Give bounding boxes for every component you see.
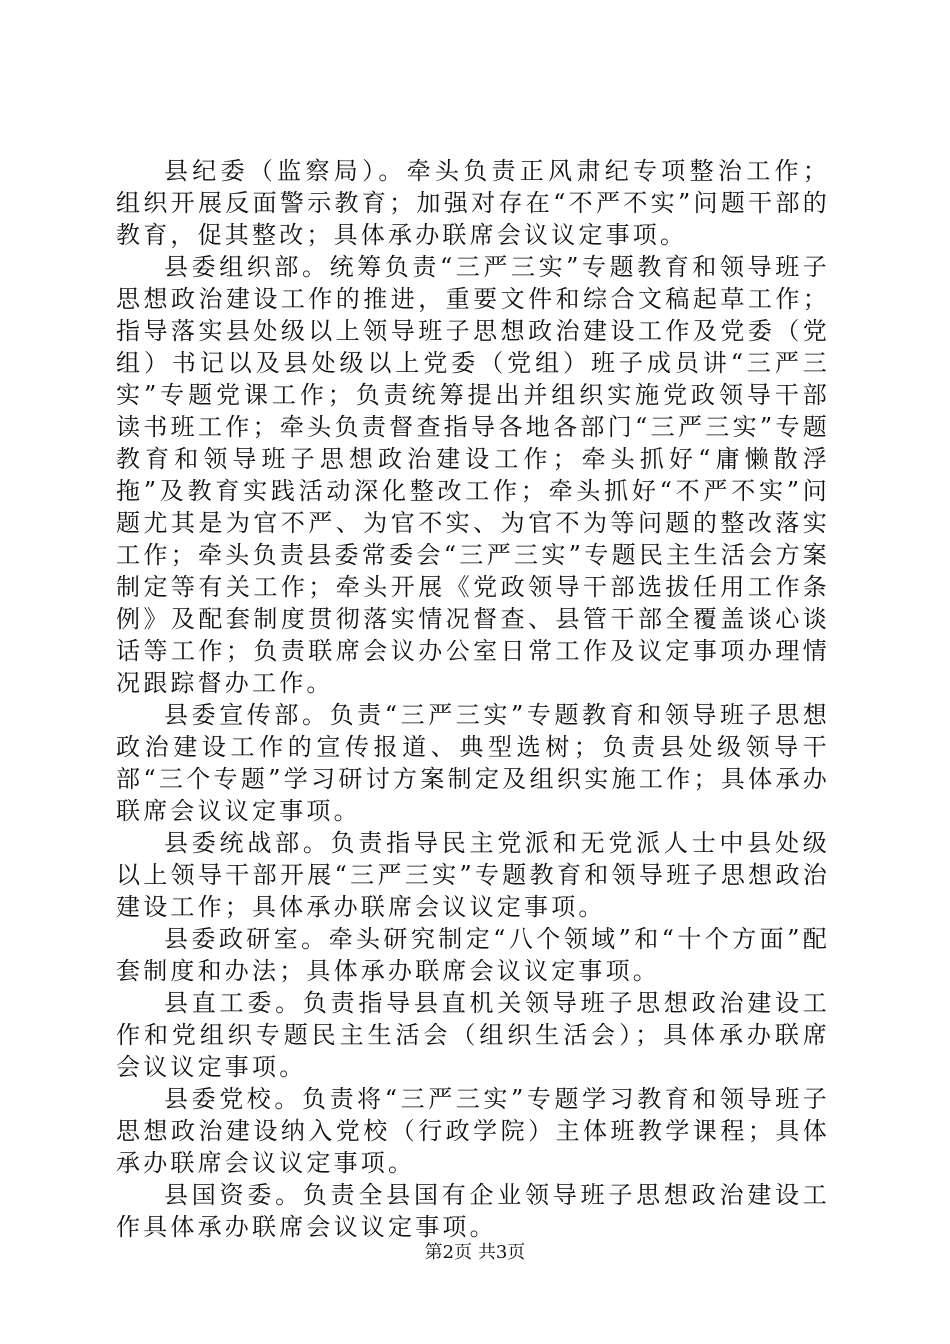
paragraph-county-discipline-commission: 县纪委（监察局）。牵头负责正风肃纪专项整治工作；组织开展反面警示教育；加强对存在“不严不实”问题干部的教育，促其整改；具体承办联席会议议定事项。 — [116, 157, 830, 249]
paragraph-publicity-department: 县委宣传部。负责“三严三实”专题教育和领导班子思想政治建设工作的宣传报道、典型选树；负责县处级领导干部“三个专题”学习研讨方案制定及组织实施工作；具体承办联席会议议定事项。 — [116, 701, 830, 825]
paragraph-party-school: 县委党校。负责将“三严三实”专题学习教育和领导班子思想政治建设纳入党校（行政学院）主体班教学课程；具体承办联席会议议定事项。 — [116, 1085, 830, 1177]
document-body — [116, 155, 830, 1243]
paragraph-organization-department: 县委组织部。统筹负责“三严三实”专题教育和领导班子思想政治建设工作的推进，重要文件和综合文稿起草工作；指导落实县处级以上领导班子思想政治建设工作及党委（党组）书记以及县处级以上党委（党组）班子成员讲“三严三实”专题党课工作；负责统筹提出并组织实施党政领导干部读书班工作；牵头负责督查指导各地各部门“三严三实”专题教育和领导班子思想政治建设工作；牵头抓好“庸懒散浮拖”及教育实践活动深化整改工作；牵头抓好“不严不实”问题尤其是为官不严、为官不实、为官不为等问题的整改落实工作；牵头负责县委常委会“三严三实”专题民主生活会方案制定等有关工作；牵头开展《党政领导干部选拔任用工作条例》及配套制度贯彻落实情况督查、县管干部全覆盖谈心谈话等工作；负责联席会议办公室日常工作及议定事项办理情况跟踪督办工作。 — [116, 253, 830, 697]
paragraph-state-assets-commission: 县国资委。负责全县国有企业领导班子思想政治建设工作具体承办联席会议议定事项。 — [116, 1181, 830, 1241]
paragraph-united-front-department: 县委统战部。负责指导民主党派和无党派人士中县处级以上领导干部开展“三严三实”专题教育和领导班子思想政治建设工作；具体承办联席会议议定事项。 — [116, 829, 830, 921]
paragraph-organs-work-committee: 县直工委。负责指导县直机关领导班子思想政治建设工作和党组织专题民主生活会（组织生活会）；具体承办联席会议议定事项。 — [116, 989, 830, 1081]
page-number-footer: 第2页 共3页 — [424, 1242, 526, 1263]
paragraph-policy-research-office: 县委政研室。牵头研究制定“八个领域”和“十个方面”配套制度和办法；具体承办联席会议议定事项。 — [116, 925, 830, 985]
